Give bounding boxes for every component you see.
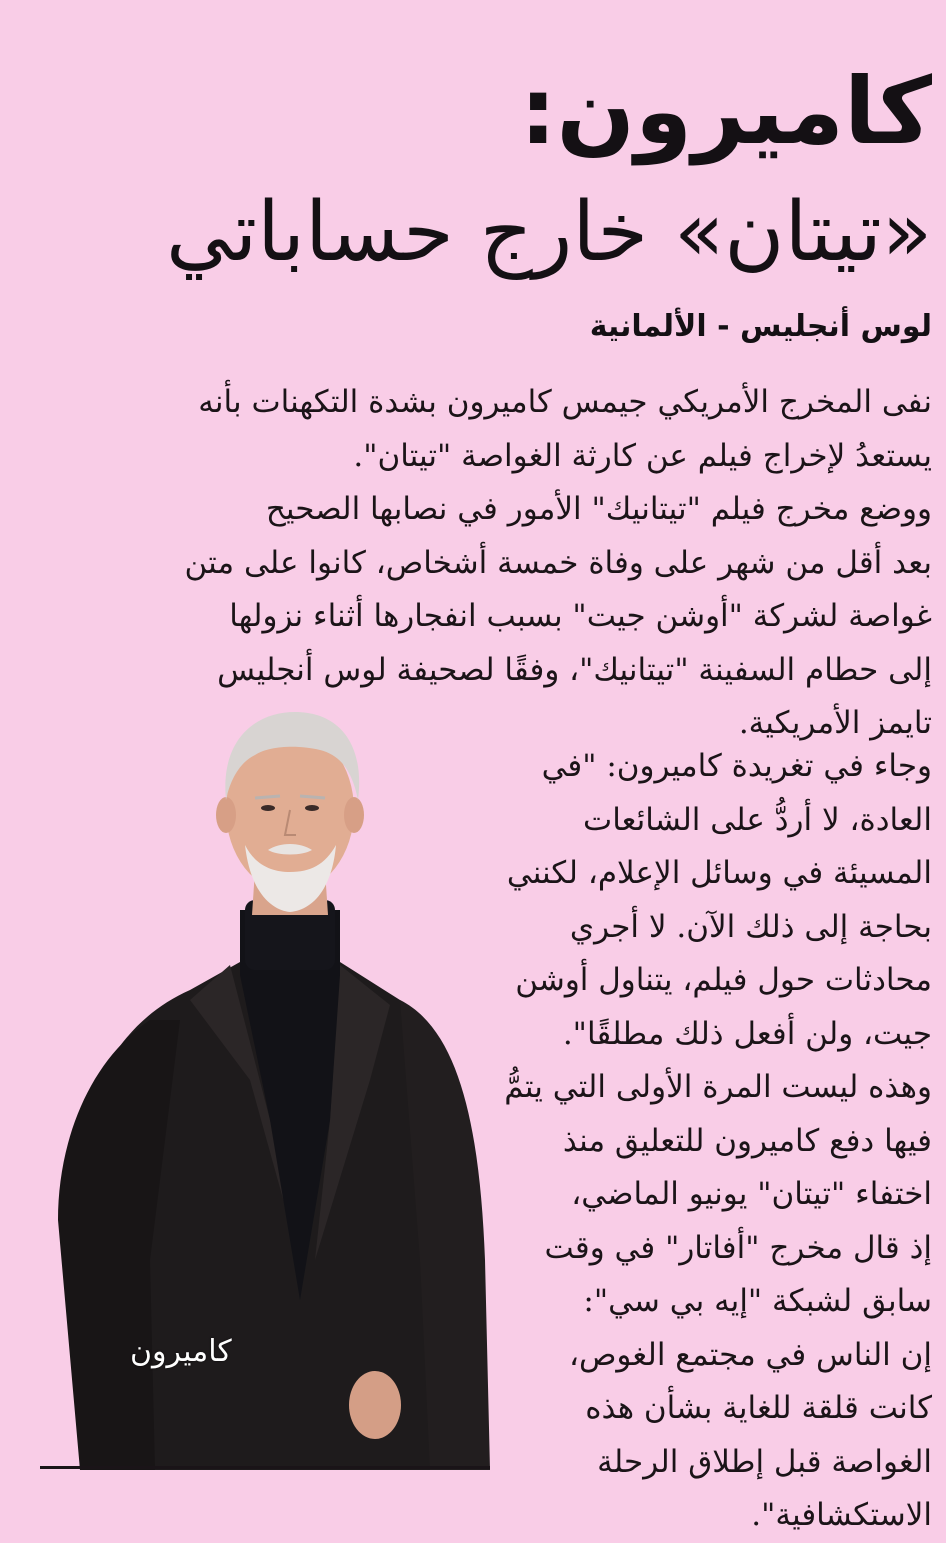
photo-caption: كاميرون xyxy=(130,1334,232,1369)
body-line: بحاجة إلى ذلك الآن. لا أجري xyxy=(569,908,932,945)
body-line: إلى حطام السفينة "تيتانيك"، وفقًا لصحيفة لوس أنجليس xyxy=(217,651,932,688)
body-line: إن الناس في مجتمع الغوص، xyxy=(568,1336,932,1373)
article-body-column xyxy=(410,740,932,1543)
body-line: إذ قال مخرج "أفاتار" في وقت xyxy=(544,1229,932,1266)
body-line: المسيئة في وسائل الإعلام، لكنني xyxy=(506,855,932,891)
body-line: كانت قلقة للغاية بشأن هذه xyxy=(585,1390,932,1426)
body-line: ووضع مخرج فيلم "تيتانيك" الأمور في نصابها الصحيح xyxy=(265,491,932,527)
body-line: جيت، ولن أفعل ذلك مطلقًا". xyxy=(562,1015,932,1052)
body-line: فيها دفع كاميرون للتعليق منذ xyxy=(562,1122,932,1159)
article-body-top xyxy=(10,376,932,751)
byline: لوس أنجليس - الألمانية xyxy=(589,309,932,344)
body-line: نفى المخرج الأمريكي جيمس كاميرون بشدة التكهنات بأنه xyxy=(198,384,932,420)
body-line: غواصة لشركة "أوشن جيت" بسبب انفجارها أثناء نزولها xyxy=(229,598,932,634)
body-line: العادة، لا أردُّ على الشائعات xyxy=(583,801,932,838)
body-line: سابق لشبكة "إيه بي سي": xyxy=(583,1283,932,1319)
body-line: تايمز الأمريكية. xyxy=(738,705,932,741)
body-line: وهذه ليست المرة الأولى التي يتمُّ xyxy=(504,1069,932,1105)
body-line: الغواصة قبل إطلاق الرحلة xyxy=(597,1443,932,1480)
body-line: محادثات حول فيلم، يتناول أوشن xyxy=(515,962,932,998)
headline-line-1: كاميرون: xyxy=(519,58,932,165)
body-line: الاستكشافية". xyxy=(751,1497,932,1533)
body-line: اختفاء "تيتان" يونيو الماضي، xyxy=(571,1176,932,1212)
body-line: يستعدُ لإخراج فيلم عن كارثة الغواصة "تيتان". xyxy=(353,437,932,474)
body-line: بعد أقل من شهر على وفاة خمسة أشخاص، كانوا على متن xyxy=(184,544,932,581)
headline-line-2: «تيتان» خارج حساباتي xyxy=(166,185,932,280)
body-line: وجاء في تغريدة كاميرون: "في xyxy=(541,748,932,784)
